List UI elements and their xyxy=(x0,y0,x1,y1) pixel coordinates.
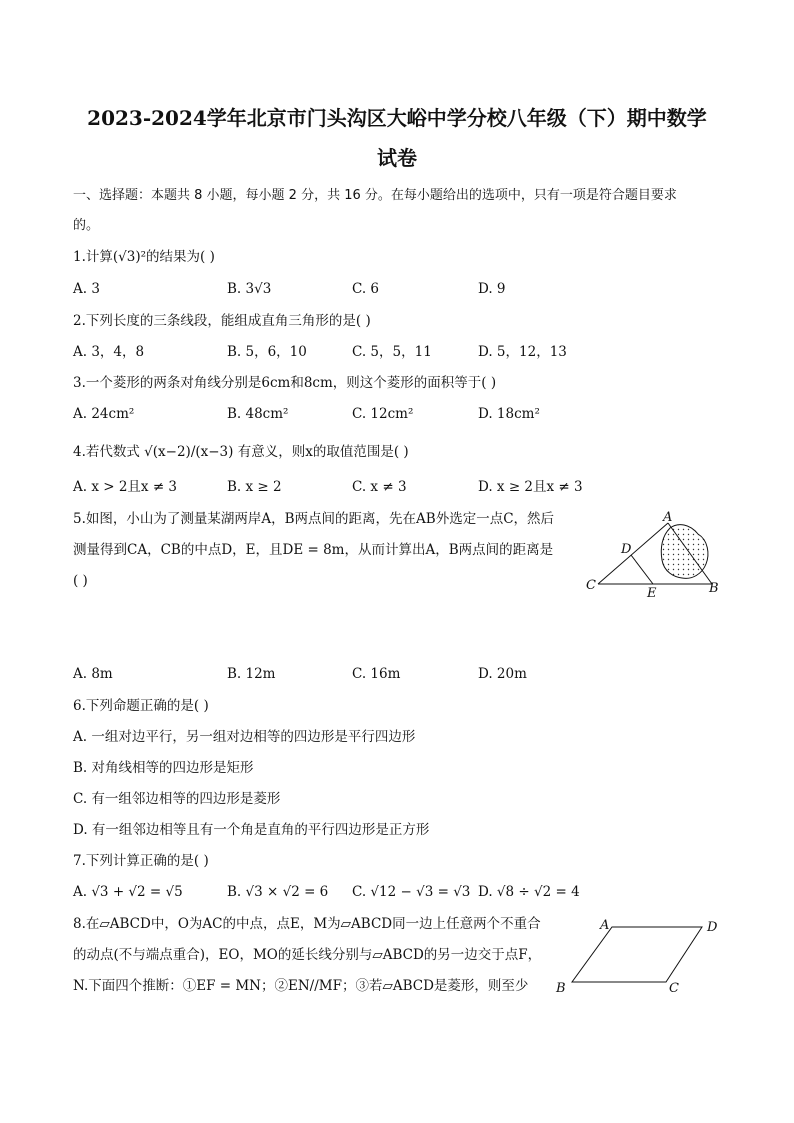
question-6-option-d: D. 有一组邻边相等且有一个角是直角的平行四边形是正方形 xyxy=(73,822,430,838)
question-8-stem-line2: 的动点(不与端点重合)，EO，MO的延长线分别与▱ABCD的另一边交于点F， xyxy=(73,947,542,963)
lake-triangle-figure xyxy=(582,508,732,600)
question-7-stem: 7.下列计算正确的是( ) xyxy=(73,853,209,869)
question-5-option-b: B. 12m xyxy=(227,666,276,682)
label-d: D xyxy=(707,920,718,935)
question-3-option-c: C. 12cm² xyxy=(352,406,414,422)
label-b: B xyxy=(709,581,719,596)
question-8-stem-line3: N.下面四个推断：①EF = MN；②EN//MF；③若▱ABCD是菱形，则至少 xyxy=(73,978,529,994)
question-2-option-b: B. 5，6，10 xyxy=(227,344,307,360)
question-6-option-a: A. 一组对边平行，另一组对边相等的四边形是平行四边形 xyxy=(73,729,416,745)
question-2-option-c: C. 5，5，11 xyxy=(352,344,432,360)
label-a: A xyxy=(600,918,610,933)
question-6-option-b: B. 对角线相等的四边形是矩形 xyxy=(73,760,254,776)
question-2-option-a: A. 3，4，8 xyxy=(73,344,145,360)
label-a: A xyxy=(663,510,673,525)
question-7-option-d: D. √8 ÷ √2 = 4 xyxy=(478,884,580,900)
segment-de xyxy=(631,555,653,584)
label-c: C xyxy=(669,981,679,996)
question-5-stem-line3: ( ) xyxy=(73,573,88,589)
exam-title-line1: 2023-2024学年北京市门头沟区大峪中学分校八年级（下）期中数学 xyxy=(87,106,707,130)
question-1-option-a: A. 3 xyxy=(73,281,100,297)
question-7-option-a: A. √3 + √2 = √5 xyxy=(73,884,183,900)
question-5-option-d: D. 20m xyxy=(478,666,527,682)
question-3-option-b: B. 48cm² xyxy=(227,406,289,422)
question-1-stem: 1.计算(√3)²的结果为( ) xyxy=(73,249,215,265)
question-4-stem: 4.若代数式 √(x−2)/(x−3) 有意义，则x的取值范围是( ) xyxy=(73,444,409,460)
segment-ca xyxy=(598,523,668,584)
parallelogram-figure xyxy=(552,915,728,997)
lake-shape xyxy=(661,525,708,579)
question-2-stem: 2.下列长度的三条线段，能组成直角三角形的是( ) xyxy=(73,313,371,329)
label-e: E xyxy=(647,586,657,600)
exam-title-line2: 试卷 xyxy=(377,146,417,170)
question-3-option-d: D. 18cm² xyxy=(478,406,540,422)
question-5-option-a: A. 8m xyxy=(73,666,113,682)
question-6-option-c: C. 有一组邻边相等的四边形是菱形 xyxy=(73,791,281,807)
question-7-option-b: B. √3 × √2 = 6 xyxy=(227,884,329,900)
question-5-option-c: C. 16m xyxy=(352,666,401,682)
question-1-option-d: D. 9 xyxy=(478,281,506,297)
question-3-stem: 3.一个菱形的两条对角线分别是6cm和8cm，则这个菱形的面积等于( ) xyxy=(73,375,497,391)
question-5-stem-line1: 5.如图，小山为了测量某湖两岸A，B两点间的距离，先在AB外选定一点C，然后 xyxy=(73,511,555,527)
question-6-stem: 6.下列命题正确的是( ) xyxy=(73,698,209,714)
question-2-option-d: D. 5，12，13 xyxy=(478,344,567,360)
question-1-option-c: C. 6 xyxy=(352,281,380,297)
question-4-option-c: C. x ≠ 3 xyxy=(352,479,407,495)
label-b: B xyxy=(556,981,566,996)
section-heading: 一、选择题：本题共 8 小题，每小题 2 分，共 16 分。在每小题给出的选项中，只有一项是符合题目要求 xyxy=(73,188,677,203)
label-c: C xyxy=(586,578,596,593)
question-3-option-a: A. 24cm² xyxy=(73,406,135,422)
question-1-option-b: B. 3√3 xyxy=(227,281,272,297)
question-7-option-c: C. √12 − √3 = √3 xyxy=(352,884,471,900)
label-d: D xyxy=(621,542,632,557)
question-8-stem-line1: 8.在▱ABCD中，O为AC的中点，点E，M为▱ABCD同一边上任意两个不重合 xyxy=(73,916,541,932)
question-4-option-d: D. x ≥ 2且x ≠ 3 xyxy=(478,479,583,495)
question-4-option-a: A. x > 2且x ≠ 3 xyxy=(73,479,178,495)
question-4-option-b: B. x ≥ 2 xyxy=(227,479,282,495)
question-5-stem-line2: 测量得到CA，CB的中点D，E，且DE = 8m，从而计算出A，B两点间的距离是 xyxy=(73,542,554,558)
parallelogram-abcd xyxy=(572,927,702,982)
section-heading-cont: 的。 xyxy=(73,218,100,233)
